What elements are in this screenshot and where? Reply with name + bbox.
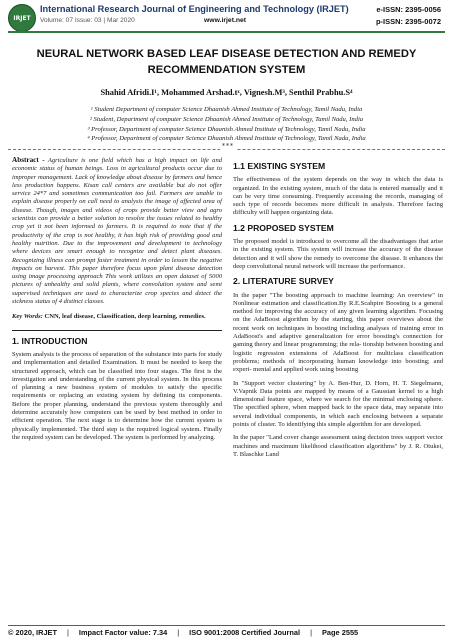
literature-paragraph-3: In the paper "Land cover change assessment using decision trees support vector machines and maximum likelihood classification algorithms" by J. R. Otukei, T. Blaschke Land xyxy=(233,434,443,458)
keywords-label: Key Words: xyxy=(12,313,43,321)
header-divider xyxy=(8,31,445,33)
abstract-divider xyxy=(12,330,222,331)
footer-separator: | xyxy=(310,628,312,637)
right-column xyxy=(233,156,443,464)
footer-separator: | xyxy=(177,628,180,637)
logo-text: IRJET xyxy=(13,14,31,22)
abstract xyxy=(12,156,222,306)
introduction-heading: 1. INTRODUCTION xyxy=(12,335,88,346)
paper-title: NEURAL NETWORK BASED LEAF DISEASE DETECTION AND REMEDY RECOMMENDATION SYSTEM xyxy=(36,48,417,76)
affiliation-2: ² Student, Department of computer Science Dhaanish Ahmed Institute of Technology, Tamil Nadu, India xyxy=(89,115,364,123)
journal-name: International Research Journal of Engineering and Technology (IRJET) xyxy=(40,4,349,14)
left-column xyxy=(12,156,222,447)
page-footer xyxy=(8,628,445,637)
e-issn: e-ISSN: 2395-0056 xyxy=(376,5,441,14)
footer-divider xyxy=(8,625,445,626)
introduction-paragraph: System analysis is the process of separation of the substance into parts for study and implementation and detailed Examination. It must be needed to keep the structured approach, which can be classified into four stages. The first is the investigation and understanding of the current physical system. In this process of planning a new business system of modules to satisfy the specific requirements or replacing an existing system by defining its components. Before the proper planning, understand the previous system thoroughly and determine accurately how computers can be used by best method in order to efficient operation. The next stage is to determine how the current system is physically implemented. The third step is the required logical system. Finally the required system can be developed. The system is performed by analyzing. xyxy=(12,350,222,441)
keywords-text: CNN, leaf disease, Classification, deep learning, remedies. xyxy=(42,313,206,321)
footer-impact-factor: Impact Factor value: 7.34 xyxy=(78,628,168,637)
existing-system-paragraph: The effectiveness of the system depends on the way in which the data is organized. In the existing system, much of the data is entered manually and it can be very time consuming. Frequently accessing the records, managing of such type of records becomes more difficult in analysis. Therefore facing difficulty will happen organizing data. xyxy=(233,176,443,217)
literature-paragraph-1: In the paper "The boosting approach to machine learning: An overview" in Nonlinear estimation and classification.By R.E.Scahpire Boosting is a general method for improving the accuracy of any given learning algorithm. Focusing on the AdaBoost algorithm by the starting, this paper overviews about the recent work on techniques in boosting including analyses of training error in AdaBoost's and adaptive generalization for error boosting's connection for gaming theory and linear programming; the rela- tionship between boosting and logistic regression extensions of AdaBoost for multiclass classification problems; methods of incorporating human knowledge into boosting; and experi- mental and applied work using boosting xyxy=(233,291,443,374)
literature-survey-heading: 2. LITERATURE SURVEY xyxy=(233,276,334,287)
p-issn: p-ISSN: 2395-0072 xyxy=(375,17,441,26)
abstract-label: Abstract - xyxy=(12,156,45,164)
existing-system-heading: 1.1 EXISTING SYSTEM xyxy=(233,161,326,171)
journal-website[interactable]: www.irjet.net xyxy=(204,17,247,24)
affiliation-3: ³ Professor, Department of computer Science Dhaanish Ahmed Institute of Technology, Tamil Nadu, India xyxy=(87,125,366,133)
proposed-system-paragraph: The proposed model is introduced to overcome all the disadvantages that arise in the existing system. This system will increase the accuracy of the disease detection and it will show the remedy to overcome the disease. It enhances the deep convolutional neural network will increase the performance. xyxy=(233,238,443,270)
abstract-text: Agriculture is one field which has a high impact on life and economic status of human beings. Loss in agricultural products occur due to improper management. Lack of knowledge about disease by farmers and hence less production happens. Kisan call centers are available but do not offer service 24*7 and sometimes communication too fail. Farmers are unable to explain disease properly on call need to analysis the image of affected area of disease. Though, images and videos of crops provide better view and agro scientists can provide a better solution to resolve the issues related to healthy crop yet it not been informed to farmers. It is required to note that if the productivity of the crop is not healthy, it has high risk of providing good and healthy nutrition. Due to the improvement and development in technology where devices are smart enough to recognize and detect plant diseases. Recognizing illness can prompt faster treatment in order to lessen the negative impacts on harvest. This paper therefore focus upon plant disease detection using image processing approach This work utilizes an open dataset of 5000 pictures of unhealthy and solid plants, where convolution system and semi supervised techniques are used to characterize crop species and detect the sickness status of 4 distinct classes. xyxy=(12,157,222,306)
affiliation-4: ⁴ Professor, Department of computer Science Dhaanish Ahmed Institute of Technology, Tamil Nadu, India xyxy=(87,135,366,143)
footer-iso: ISO 9001:2008 Certified Journal xyxy=(189,628,301,637)
keywords xyxy=(12,313,222,321)
footer-page-number: Page 2555 xyxy=(322,628,359,637)
journal-header xyxy=(0,0,453,32)
divider-stars: *** xyxy=(222,143,234,150)
irjet-logo xyxy=(8,4,36,32)
paper-authors: Shahid Afridi.I¹, Mohammed Arshad.tᶻ, Vignesh.M³, Senthil Prabhu.S⁴ xyxy=(100,88,353,97)
affiliations xyxy=(0,105,453,144)
affiliation-1: ¹ Student Department of computer Science Dhaanish Ahmed Institute of Technology, Tamil Nadu, India xyxy=(90,106,363,113)
proposed-system-heading: 1.2 PROPOSED SYSTEM xyxy=(233,222,334,233)
literature-paragraph-2: In "Support vector clustering" by A. Ben-Hur, D. Horn, H. T. Siegelmann, V.Vapnik Data points are mapped by means of a Gaussian kernel to a high dimensional feature space, where we search for the minimal enclosing sphere. The specified sphere, when mapped back to the space data, may separate into several individual components, in which each enclosing between a separate points of cluster. To identifying this simple algorithm for are developed. xyxy=(233,379,443,429)
journal-volume: Volume: 07 Issue: 03 | Mar 2020 xyxy=(40,17,135,24)
footer-separator: | xyxy=(67,628,69,637)
footer-copyright: © 2020, IRJET xyxy=(8,628,57,637)
